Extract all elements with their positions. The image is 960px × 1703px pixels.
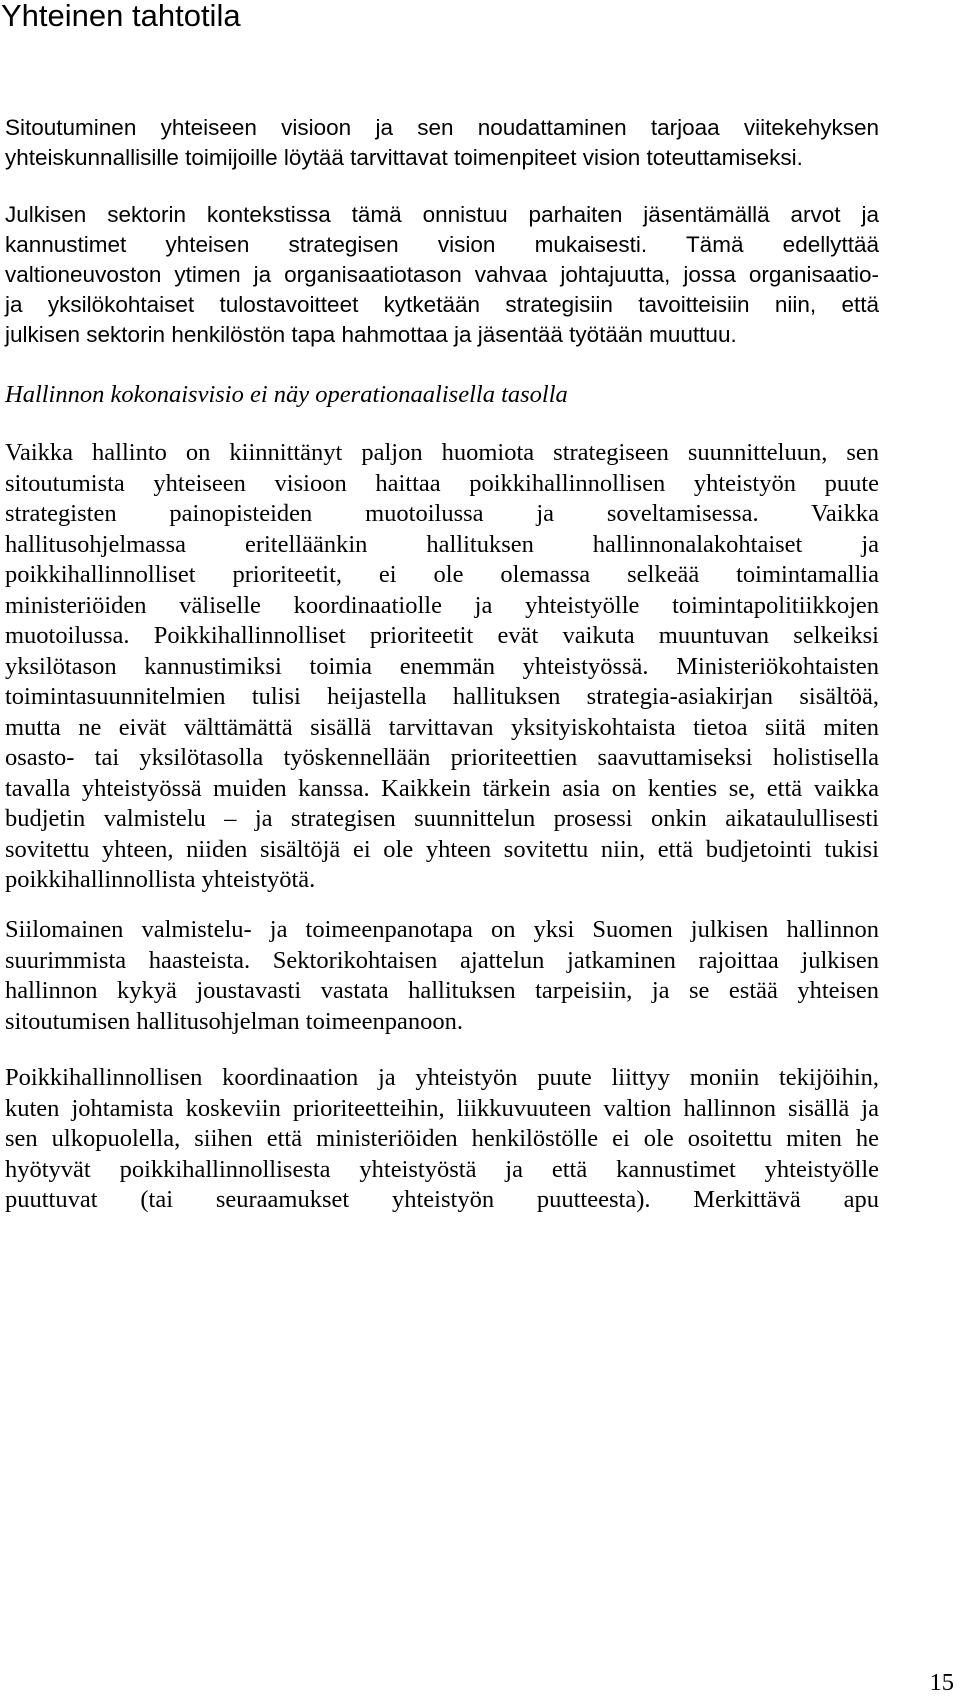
coordination-paragraph [5, 438, 879, 896]
text-line: valtioneuvoston ytimen ja organisaatiotason vahvaa johtajuutta, jossa organisaatio- [5, 262, 879, 287]
text-line: strategisten painopisteiden muotoilussa ja soveltamisessa. Vaikka [5, 500, 879, 527]
text-line: poikkihallinnolliset prioriteetit, ei ole olemassa selkeää toimintamallia [5, 561, 879, 588]
text-line: Poikkihallinnollisen koordinaation ja yhteistyön puute liittyy moniin tekijöihin, [5, 1064, 879, 1091]
text-line: sitoutumisen hallitusohjelman toimeenpanoon. [5, 1007, 463, 1035]
text-line: julkisen sektorin henkilöstön tapa hahmottaa ja jäsentää työtään muuttuu. [5, 322, 737, 347]
text-line: hallitusohjelmassa eritelläänkin hallituksen hallinnonalakohtaiset ja [5, 530, 879, 558]
text-line: kannustimet yhteisen strategisen vision mukaisesti. Tämä edellyttää [5, 232, 879, 257]
text-line: Siilomainen valmistelu- ja toimeenpanotapa on yksi Suomen julkisen hallinnon [5, 916, 879, 943]
text-line: muotoilussa. Poikkihallinnolliset prioriteetit evät vaikuta muuntuvan selkeiksi [5, 622, 879, 649]
public-sector-paragraph [5, 200, 879, 350]
text-line: yhteiskunnallisille toimijoille löytää tarvittavat toimenpiteet vision toteuttamiseksi. [5, 145, 803, 170]
text-line: puuttuvat (tai seuraamukset yhteistyön puutteesta). Merkittävä apu [5, 1186, 879, 1213]
text-line: mutta ne eivät välttämättä sisällä tarvittavan yksityiskohtaista tietoa siitä miten [5, 713, 879, 741]
text-line: toimintasuunnitelmien tulisi heijastella hallituksen strategia-asiakirjan sisältöä, [5, 683, 879, 710]
page-number: 15 [929, 1669, 954, 1696]
text-line: hyötyvät poikkihallinnollisesta yhteistyöstä ja että kannustimet yhteistyölle [5, 1155, 879, 1183]
text-line: sen ulkopuolella, siihen että ministeriöiden henkilöstölle ei ole osoitettu miten he [5, 1125, 879, 1152]
section-subheading: Hallinnon kokonaisvisio ei näy operationaalisella tasolla [5, 381, 568, 408]
text-line: suurimmista haasteista. Sektorikohtaisen ajattelun jatkaminen rajoittaa julkisen [5, 946, 879, 974]
text-line: sovitettu yhteen, niiden sisältöjä ei ole yhteen sovitettu niin, että budjetointi tukisi [5, 835, 879, 863]
text-line: yksilötason kannustimiksi toimia enemmän yhteistyössä. Ministeriökohtaisten [5, 652, 879, 680]
text-line: hallinnon kykyä joustavasti vastata hallituksen tarpeisiin, ja se estää yhteisen [5, 977, 879, 1004]
page-title: Yhteinen tahtotila [1, 0, 241, 33]
intro-paragraph [5, 113, 879, 173]
text-line: tavalla yhteistyössä muiden kanssa. Kaikkein tärkein asia on kenties se, että vaikka [5, 774, 879, 802]
text-line: ministeriöiden väliselle koordinaatiolle ja yhteistyölle toimintapolitiikkojen [5, 591, 879, 619]
text-line: Vaikka hallinto on kiinnittänyt paljon huomiota strategiseen suunnitteluun, sen [5, 439, 879, 466]
cooperation-paragraph [5, 1063, 879, 1216]
text-line: sitoutumista yhteiseen visioon haittaa poikkihallinnollisen yhteistyön puute [5, 469, 879, 497]
text-line: osasto- tai yksilötasolla työskennellään prioriteettien saavuttamiseksi holistisella [5, 744, 879, 771]
text-line: poikkihallinnollista yhteistyötä. [5, 866, 316, 893]
text-line: Julkisen sektorin kontekstissa tämä onnistuu parhaiten jäsentämällä arvot ja [5, 202, 879, 227]
text-line: Sitoutuminen yhteiseen visioon ja sen noudattaminen tarjoaa viitekehyksen [5, 115, 879, 140]
text-line: kuten johtamista koskeviin prioriteetteihin, liikkuvuuteen valtion hallinnon sisällä ja [5, 1094, 879, 1122]
text-line: ja yksilökohtaiset tulostavoitteet kytketään strategisiin tavoitteisiin niin, että [5, 292, 879, 317]
silo-paragraph [5, 915, 879, 1037]
text-line: budjetin valmistelu – ja strategisen suunnittelun prosessi onkin aikataulullisesti [5, 805, 879, 832]
